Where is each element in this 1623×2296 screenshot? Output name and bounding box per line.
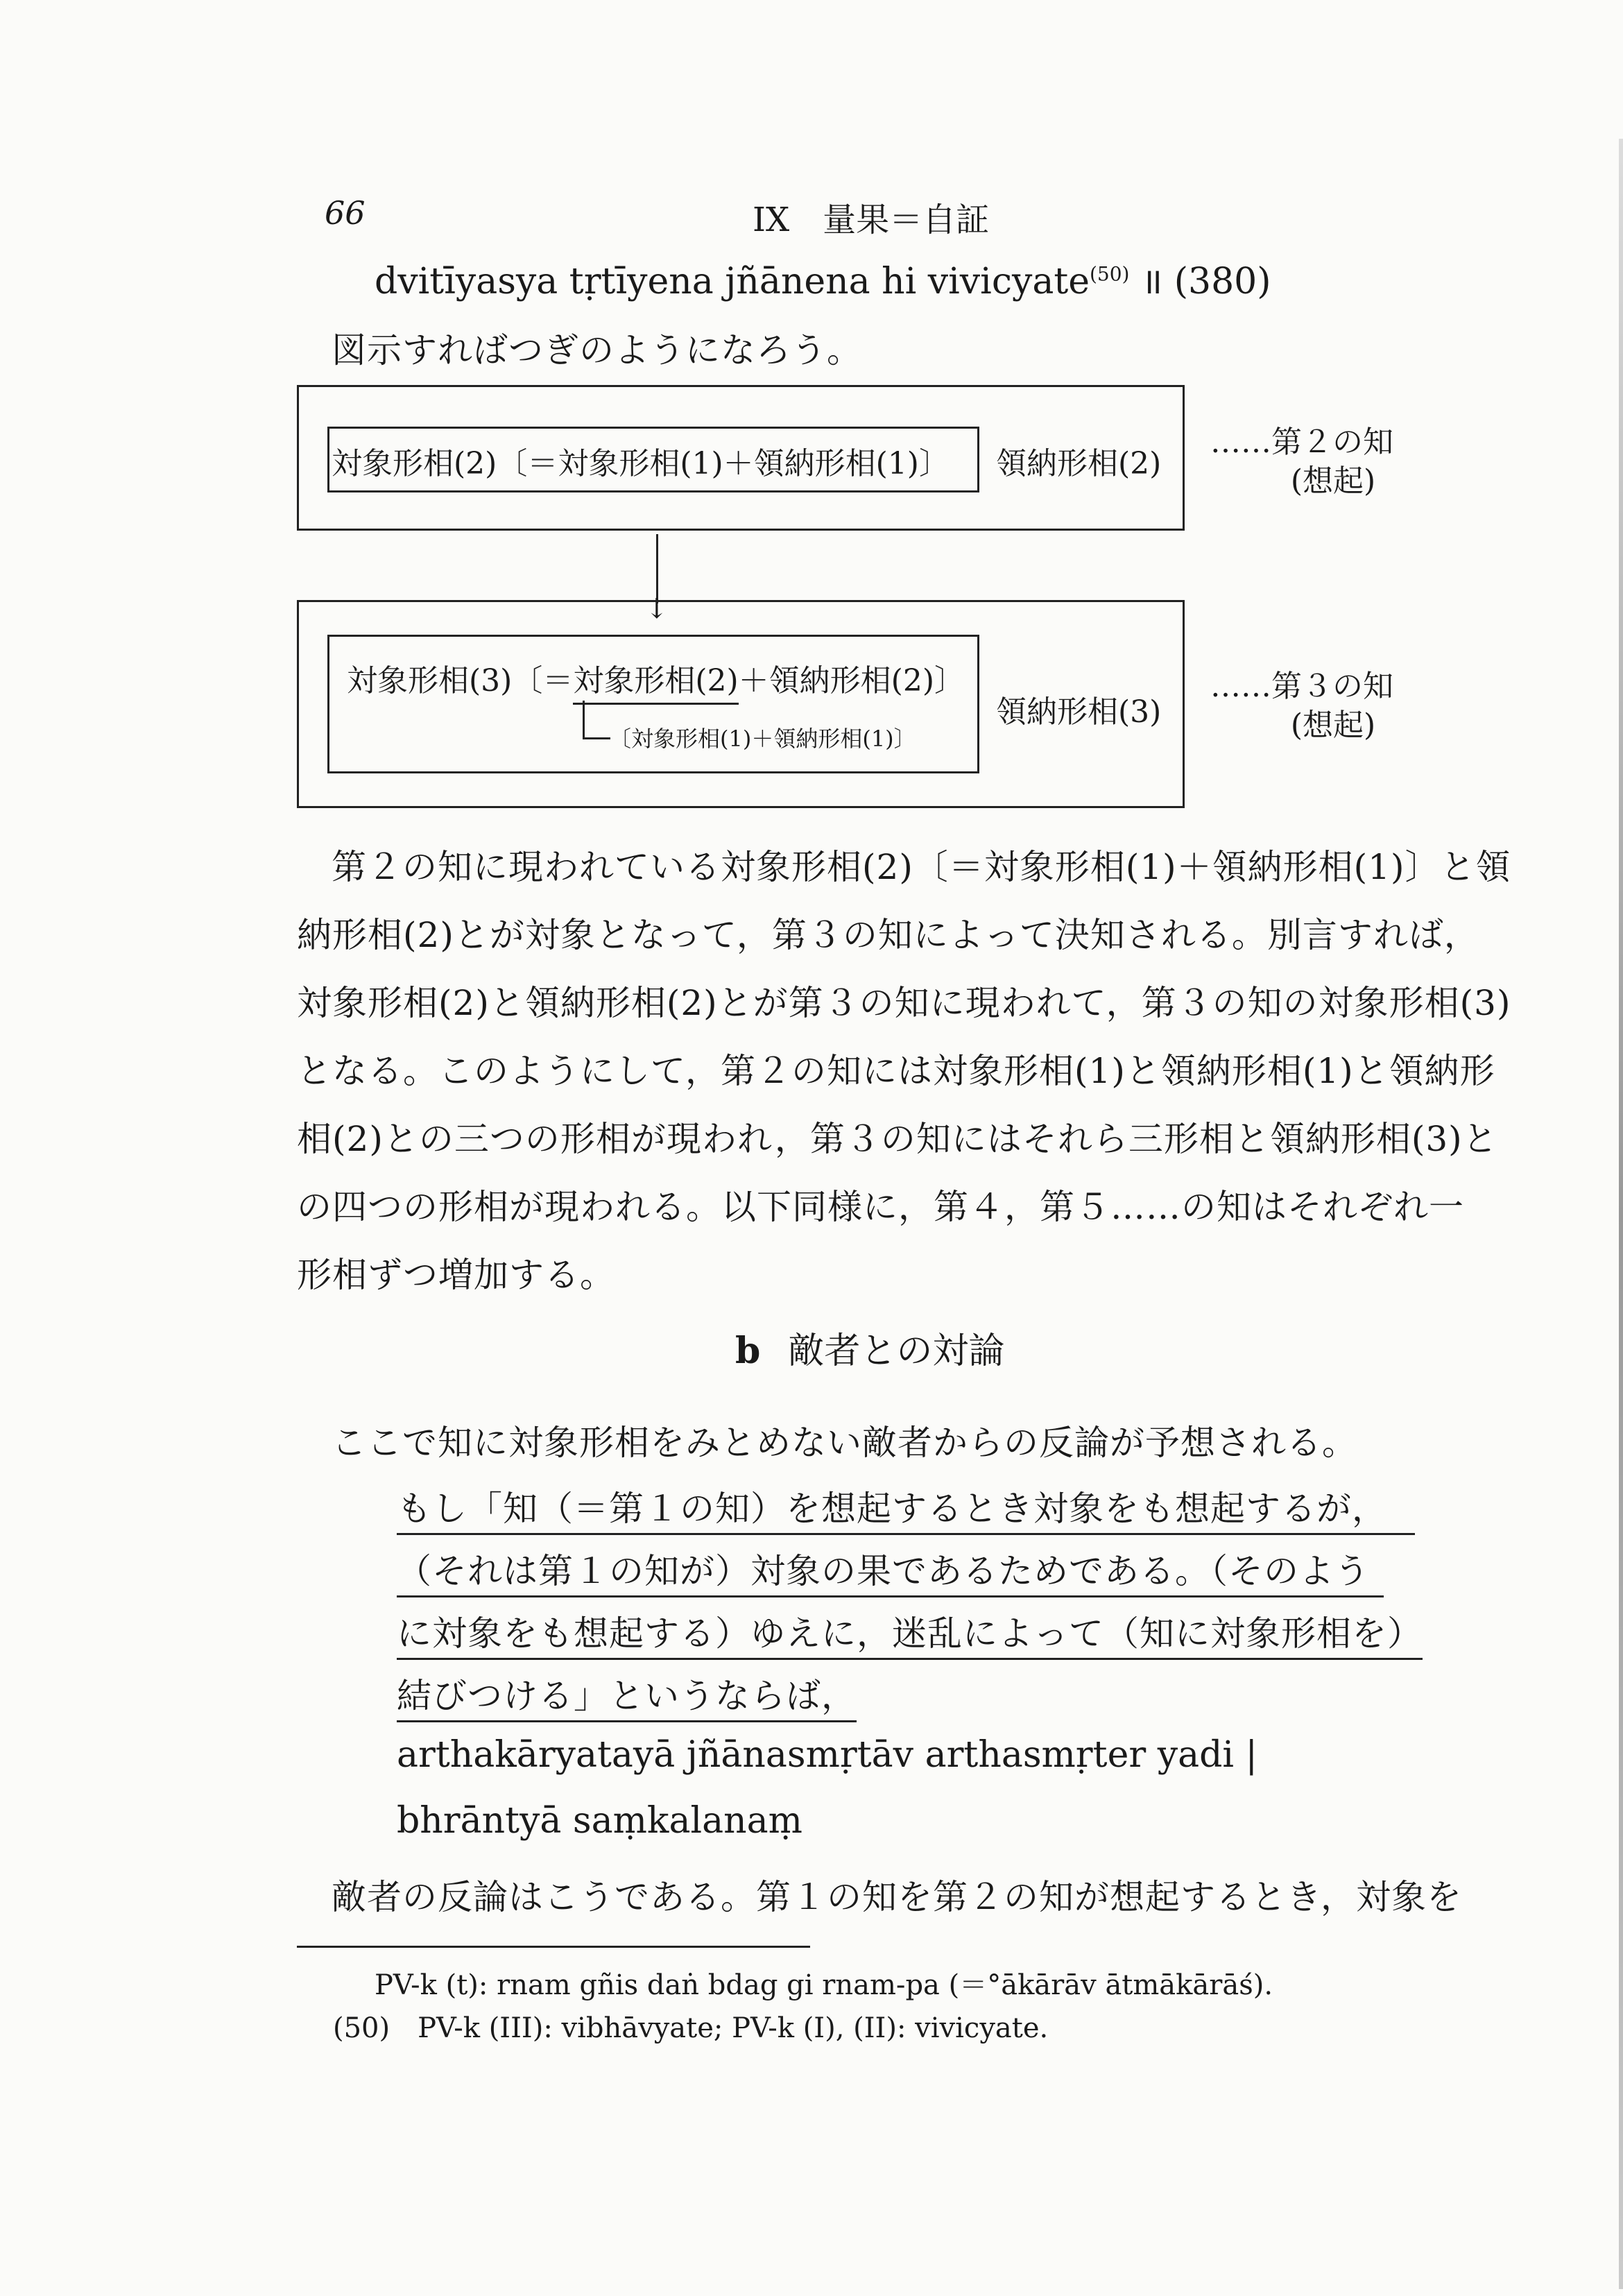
intro-text: 図示すればつぎのようになろう。 — [332, 330, 862, 370]
verse-number: ॥ (380) — [1141, 261, 1271, 302]
bottom-inner-prefix: 対象形相(3)〔＝ — [347, 663, 574, 699]
para1-line: の四つの形相が現われる。以下同様に，第４，第５……の知はそれぞれ一 — [297, 1187, 1464, 1227]
bottom-inner-underlined: 対象形相(2) — [573, 663, 738, 705]
verse-line — [375, 255, 1271, 305]
bottom-inner-suffix: ＋領納形相(2)〕 — [738, 663, 965, 699]
running-head: IX 量果＝自証 — [753, 200, 990, 239]
page-number: 66 — [325, 194, 366, 232]
top-note-line2: (想起) — [1290, 463, 1376, 499]
sanskrit-line: bhrāntyā saṃkalanaṃ — [397, 1800, 802, 1842]
quote-line — [397, 1668, 857, 1718]
bottom-note-line2: (想起) — [1290, 708, 1376, 743]
verse-text: dvitīyasya tṛtīyena jñānena hi vivicyate — [375, 261, 1090, 302]
para1-line: 対象形相(2)と領納形相(2)とが第３の知に現われて，第３の知の対象形相(3) — [297, 983, 1511, 1023]
bottom-note-line1: ……第３の知 — [1210, 669, 1393, 704]
quote-line — [397, 1481, 1415, 1531]
sub-bracket-vertical — [583, 701, 585, 739]
para1-line: 第２の知に現われている対象形相(2)〔＝対象形相(1)＋領納形相(1)〕と領 — [332, 847, 1511, 887]
para2: ここで知に対象形相をみとめない敵者からの反論が予想される。 — [332, 1423, 1357, 1463]
footnote-line: PV-k (t): rnam gñis daṅ bdag gi rnam-pa (＝°ākārāv ātmākārāś). — [375, 1969, 1273, 2001]
footnote-ref: (50) — [1090, 262, 1130, 286]
scan-edge — [1619, 139, 1623, 2289]
top-note-line1: ……第２の知 — [1210, 425, 1393, 460]
para1-line: 形相ずつ増加する。 — [297, 1255, 615, 1295]
top-side-note — [1187, 423, 1416, 501]
quote-text: に対象をも想起する）ゆえに，迷乱によって（知に対象形相を） — [397, 1613, 1423, 1660]
para3: 敵者の反論はこうである。第１の知を第２の知が想起するとき，対象を — [332, 1877, 1462, 1917]
top-right-label: 領納形相(2) — [996, 446, 1162, 481]
quote-text: 結びつける」というならば， — [397, 1676, 857, 1722]
para1-line: 納形相(2)とが対象となって，第３の知によって決知される。別言すれば， — [297, 915, 1479, 955]
section-heading — [735, 1321, 1004, 1373]
para1-line: となる。このようにして，第２の知には対象形相(1)と領納形相(1)と領納形 — [297, 1051, 1495, 1091]
footnote-rule — [297, 1946, 810, 1948]
footnote-line: (50) PV-k (III): vibhāvyate; PV-k (I), (II): vivicyate. — [333, 2012, 1049, 2044]
sub-bracket-horizontal — [583, 737, 610, 739]
section-title: 敵者との対論 — [788, 1330, 1005, 1372]
top-inner-label: 対象形相(2)〔＝対象形相(1)＋領納形相(1)〕 — [332, 446, 950, 481]
connector-arrow: ↓ — [645, 593, 669, 625]
quote-text: （それは第１の知が）対象の果であるためである。（そのよう — [397, 1551, 1384, 1597]
quote-text: もし「知（＝第１の知）を想起するとき対象をも想起するが， — [397, 1489, 1415, 1535]
sanskrit-line: arthakāryatayā jñānasmṛtāv arthasmṛter yadi | — [397, 1734, 1258, 1776]
quote-line — [397, 1606, 1423, 1656]
para1-line: 相(2)との三つの形相が現われ，第３の知にはそれら三形相と領納形相(3)と — [297, 1119, 1498, 1159]
bottom-right-label: 領納形相(3) — [996, 694, 1162, 730]
bottom-side-note — [1187, 667, 1416, 745]
quote-line — [397, 1543, 1384, 1593]
section-letter: b — [735, 1330, 761, 1372]
bottom-sub-label: 〔対象形相(1)＋領納形相(1)〕 — [609, 726, 916, 752]
bottom-inner-label — [347, 656, 965, 700]
